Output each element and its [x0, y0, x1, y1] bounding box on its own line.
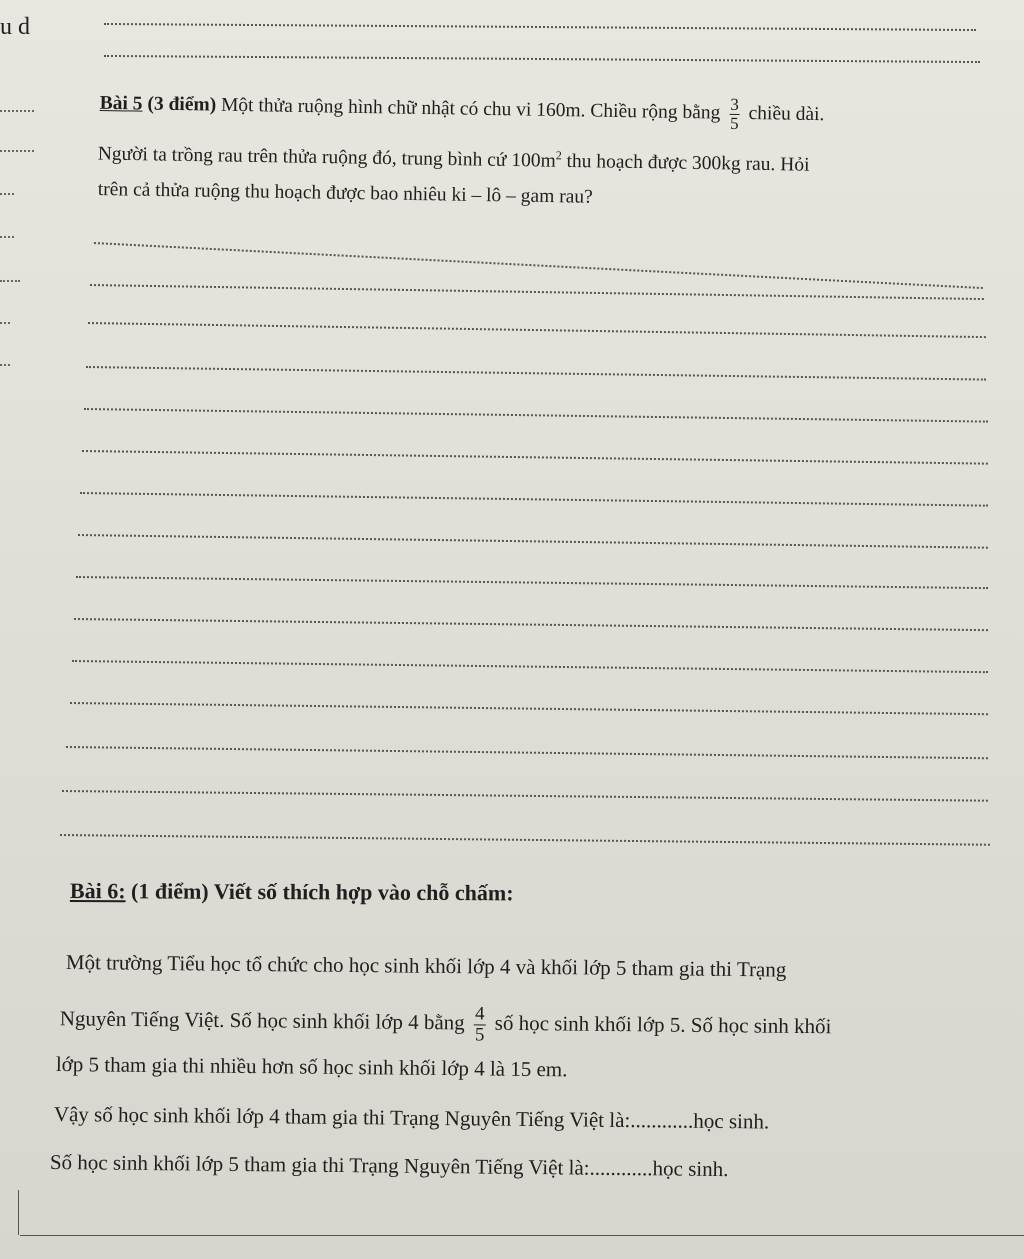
bai6-answer-1-text: Vậy số học sinh khối lớp 4 tham gia thi Trạng Nguyên Tiếng Việt là:: [53, 1102, 631, 1133]
corner-text: u d: [0, 14, 30, 40]
bai6-title: Bài 6:: [69, 878, 126, 904]
bai5-area-exponent: 2: [555, 148, 562, 163]
bai6-text-1: Một trường Tiểu học tổ chức cho học sinh khối lớp 4 và khối lớp 5 tham gia thi Trạng: [65, 950, 787, 982]
fraction-denominator: 5: [729, 113, 739, 133]
answer-line: [84, 408, 988, 423]
answer-line: [90, 284, 984, 300]
answer-line: [82, 450, 988, 465]
bai6-line-1: [66, 952, 787, 981]
border-line-bottom: [20, 1235, 1024, 1236]
answer-line: [66, 746, 988, 759]
fraction-numerator: 4: [474, 1003, 485, 1025]
bai5-text-3: trên cả thửa ruộng thu hoạch được bao nhiêu ki – lô – gam rau?: [97, 179, 593, 208]
bai6-text-2a: Nguyên Tiếng Việt. Số học sinh khối lớp 4 bằng: [59, 1006, 465, 1035]
bai6-line-2: [60, 1000, 832, 1049]
bai5-text-2b: thu hoạch được 300kg rau. Hỏi: [566, 150, 810, 176]
answer-line: [104, 23, 976, 31]
bai5-line-3: [98, 180, 593, 207]
bai5-text-1a: Một thửa ruộng hình chữ nhật có chu vi 160m. Chiều rộng bằng: [220, 94, 721, 124]
bai6-fraction: [474, 1004, 486, 1045]
bai5-line-2: [98, 142, 810, 175]
bai6-answer-1: [54, 1104, 769, 1132]
answer-line: [86, 366, 986, 381]
answer-line: [62, 790, 988, 802]
answer-line: [74, 618, 988, 631]
bai6-heading: [70, 880, 514, 904]
bai6-line-3: [56, 1054, 568, 1080]
answer-line: [80, 492, 988, 507]
bai5-text-1b: chiều dài.: [748, 103, 825, 126]
answer-line: [94, 242, 983, 289]
answer-line: [70, 702, 988, 715]
fraction-denominator: 5: [474, 1024, 485, 1046]
bai5-score: (3 điểm): [147, 93, 217, 116]
bai5-line-1: [99, 86, 824, 134]
bai5-fraction: [729, 96, 740, 133]
answer-line: [76, 576, 988, 589]
bai6-answer-1-blank[interactable]: ............: [630, 1108, 694, 1133]
border-line-vertical: [18, 1190, 19, 1235]
bai6-answer-2: [50, 1152, 729, 1180]
bai6-text-2b: số học sinh khối lớp 5. Số học sinh khối: [494, 1010, 832, 1039]
answer-line: [104, 55, 980, 63]
bai6-text-3: lớp 5 tham gia thi nhiều hơn số học sinh khối lớp 4 là 15 em.: [55, 1052, 568, 1082]
bai5-text-2a: Người ta trồng rau trên thửa ruộng đó, trung bình cứ: [97, 143, 507, 171]
answer-line: [88, 322, 986, 338]
bai6-answer-1-unit: học sinh.: [693, 1108, 770, 1134]
answer-line: [60, 834, 990, 846]
bai5-area: 100m: [511, 149, 556, 172]
bai6-heading-rest: (1 điểm) Viết số thích hợp vào chỗ chấm:: [131, 878, 514, 906]
bai5-title: Bài 5: [99, 92, 143, 115]
bai6-answer-2-unit: học sinh.: [652, 1156, 729, 1182]
answer-line: [78, 534, 988, 549]
fraction-numerator: 3: [730, 94, 740, 115]
answer-line: [72, 660, 988, 673]
bai6-answer-2-blank[interactable]: ............: [589, 1155, 653, 1181]
bai6-answer-2-text: Số học sinh khối lớp 5 tham gia thi Trạng Nguyên Tiếng Việt là:: [49, 1150, 590, 1180]
